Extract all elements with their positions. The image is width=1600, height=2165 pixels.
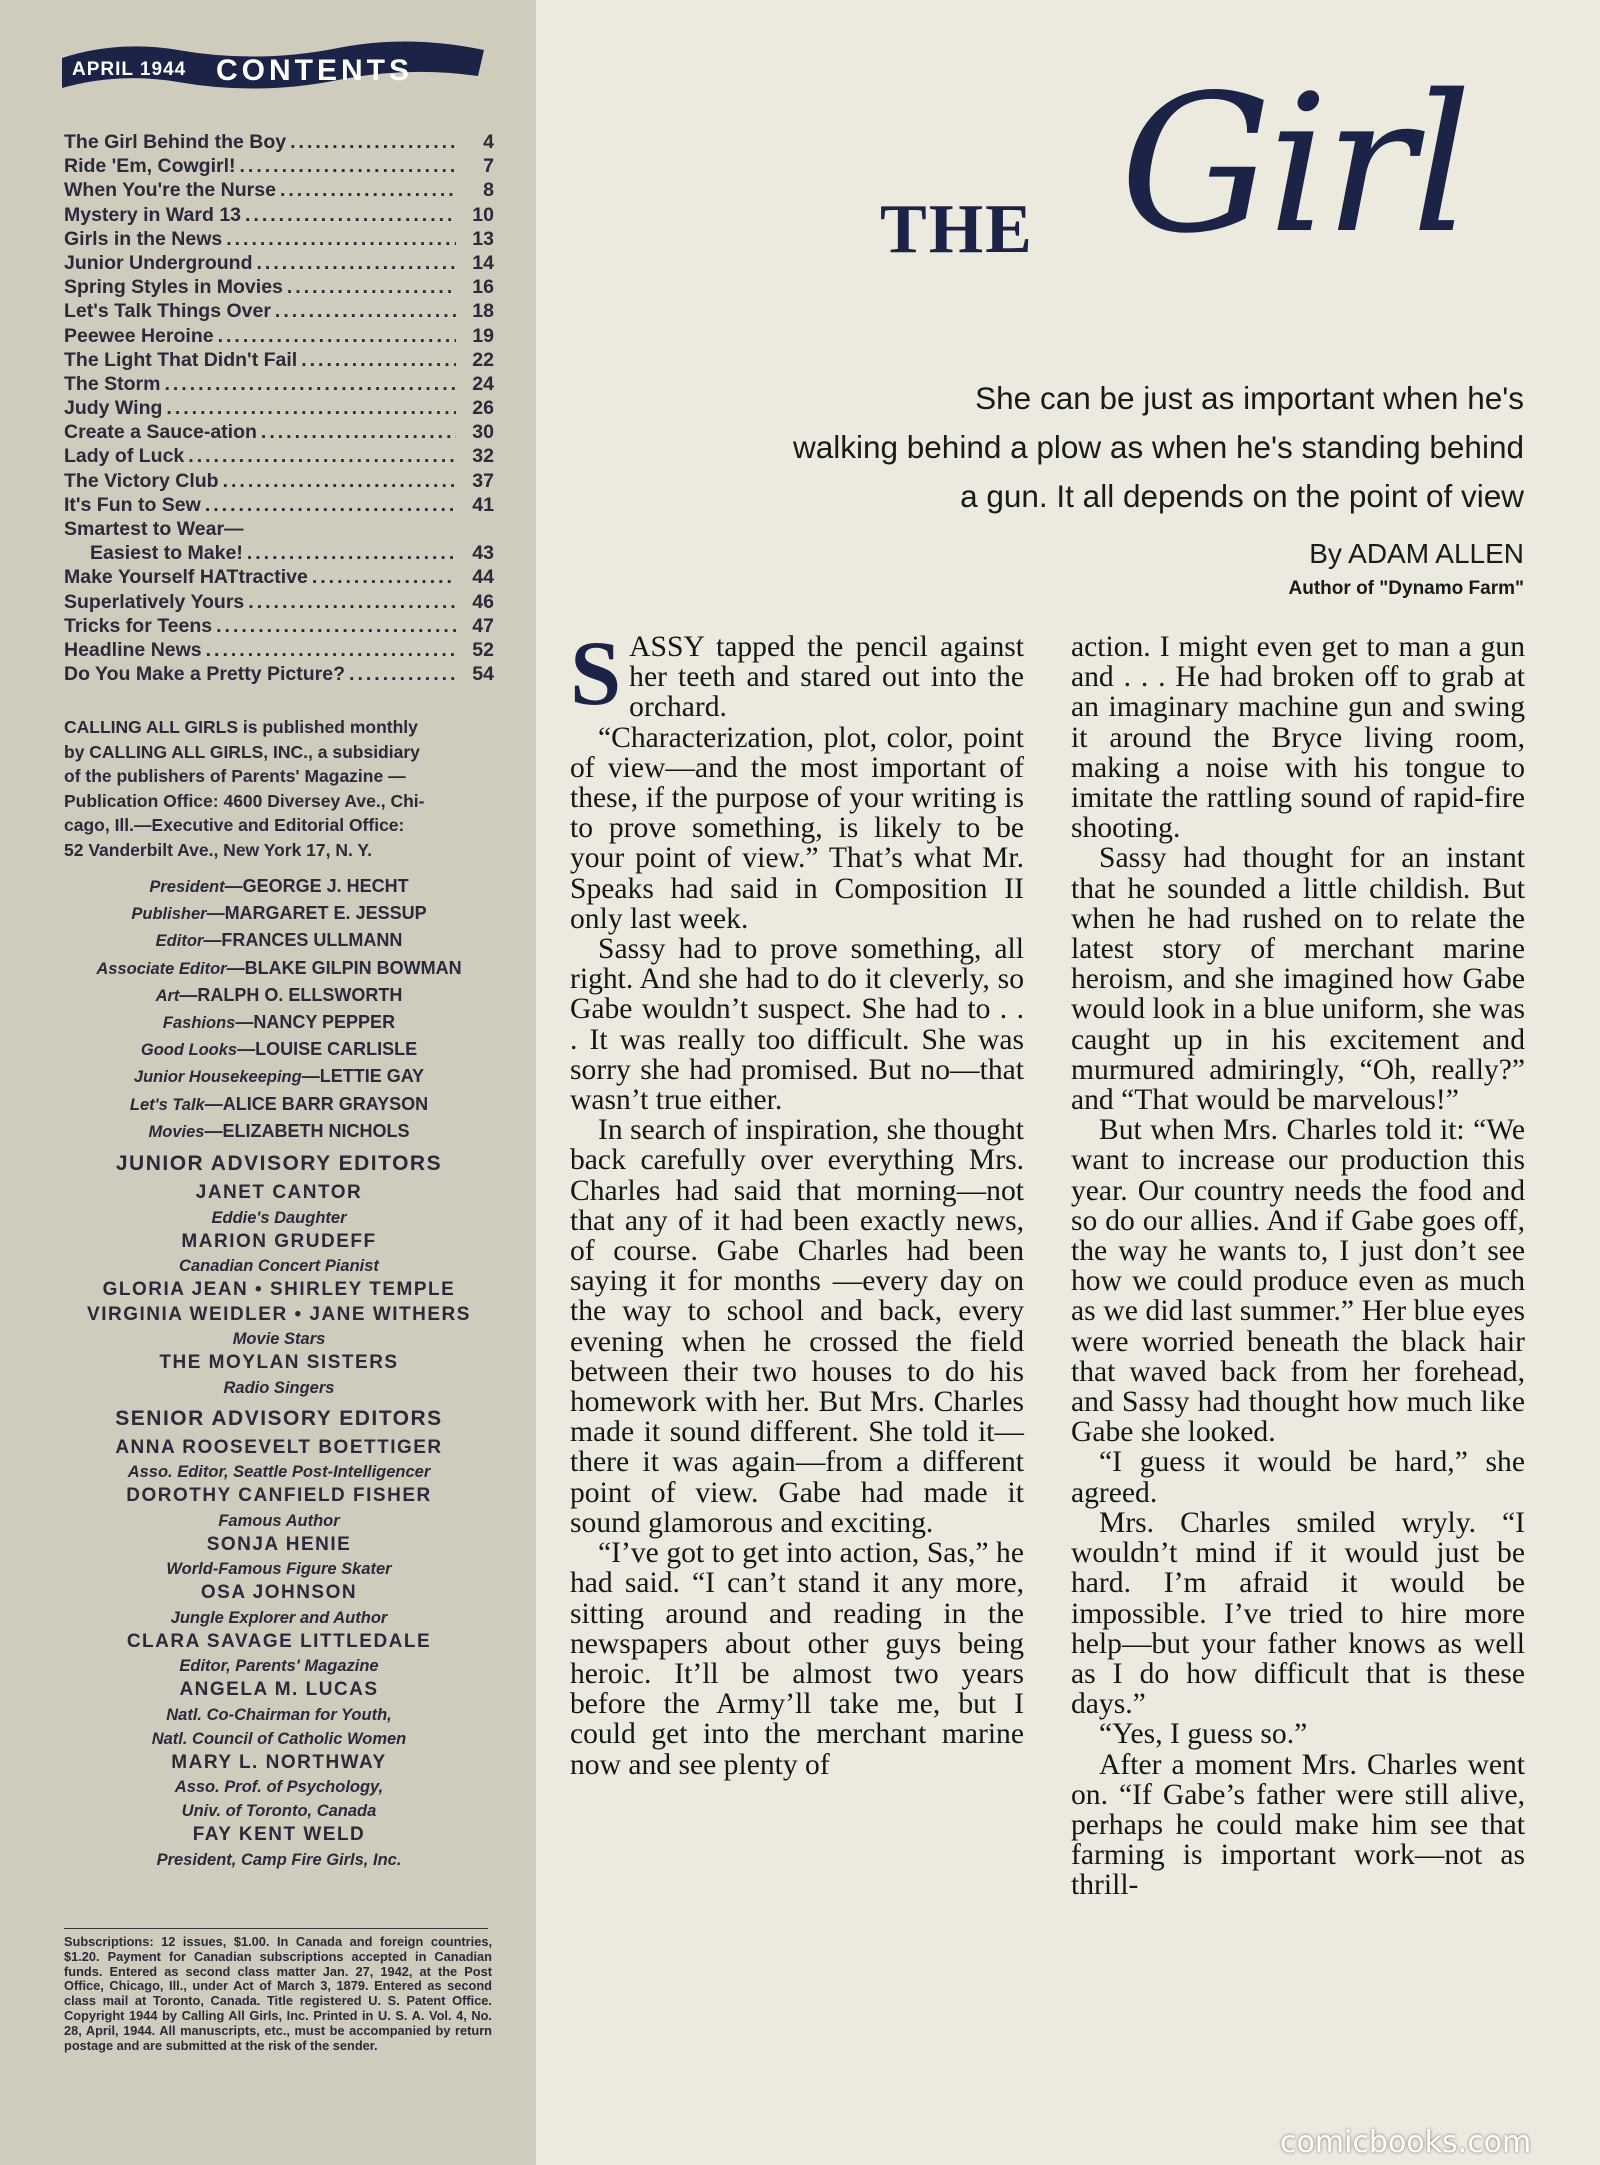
advisor-desc: Canadian Concert Pianist [179, 1257, 379, 1276]
toc-entry[interactable]: The Storm ..... 24 [64, 372, 494, 396]
watermark: comicbooks.com [1280, 2125, 1532, 2160]
contents-banner [58, 36, 488, 102]
toc-entry[interactable]: Create a Sauce-ation ..... 30 [64, 420, 494, 444]
advisor-desc: Natl. Co-Chairman for Youth, [166, 1705, 392, 1724]
advisor-name: ANGELA M. LUCAS [179, 1679, 379, 1701]
advisor-desc: Editor, Parents' Magazine [179, 1657, 379, 1676]
paragraph: “I guess it would be hard,” she agreed. [1071, 1446, 1525, 1509]
subscription-notice: Subscriptions: 12 issues, $1.00. In Canada and foreign countries, $1.20. Payment for Canadian subscriptions accepted in Canadian funds. Entered as second class matter Jan. 27, 1942, at the Post Office, Chicago, Ill., under Act of March 3, 1879. Entered as second class mail at Toronto, Canada. Title registered U. S. Patent Office. Copyright 1944 by Calling All Girls, Inc. Printed in U. S. A. Vol. 4, No. 28, April, 1944. All manuscripts, etc., must be accompanied by return postage and are submitted at the risk of the sender. [64, 1934, 492, 2053]
toc-entry[interactable]: Spring Styles in Movies ..... 16 [64, 275, 494, 299]
advisor-name: VIRGINIA WEIDLER • JANE WITHERS [87, 1303, 471, 1325]
deck-line: walking behind a plow as when he's standing behind [792, 429, 1524, 465]
masthead-line: by CALLING ALL GIRLS, INC., a subsidiary [64, 741, 420, 762]
publisher-statement [64, 715, 494, 863]
toc-entry[interactable]: Ride 'Em, Cowgirl! ..... 7 [64, 154, 494, 178]
toc-entry[interactable]: Judy Wing ..... 26 [64, 396, 494, 420]
paragraph: SASSY tapped the pencil against her teeth and stared out into the orchard. [570, 622, 1024, 724]
contents-issue-label: APRIL 1944 [72, 59, 187, 80]
toc-entry[interactable]: It's Fun to Sew ..... 41 [64, 493, 494, 517]
advisor-name: MARY L. NORTHWAY [171, 1751, 387, 1773]
advisor-desc: World-Famous Figure Skater [166, 1560, 392, 1579]
contents-heading: CONTENTS [216, 54, 413, 87]
staff-row: Movies—ELIZABETH NICHOLS [148, 1120, 410, 1141]
paragraph: Sassy had to prove something, all right. And she had to do it cleverly, so Gabe wouldn’t suspect. She had to . . . It was really too difficult. She was sorry she had promised. But no—that wasn’t true either. [570, 933, 1024, 1117]
paragraph: “I’ve got to get into action, Sas,” he had said. “I can’t stand it any more, sitting around and reading in the newspapers about other guys being heroic. It’ll be almost two years before the Army’ll take me, but I could get into the merchant marine now and see plenty of [570, 1537, 1024, 1781]
toc-entry[interactable]: When You're the Nurse ..... 8 [64, 178, 494, 202]
drop-cap: S [570, 622, 622, 724]
article-column-1 [570, 622, 1024, 1781]
contents-list [64, 130, 494, 686]
advisor-name: CLARA SAVAGE LITTLEDALE [126, 1630, 432, 1652]
advisor-desc: Asso. Editor, Seattle Post-Intelligencer [127, 1463, 431, 1482]
advisor-name: OSA JOHNSON [200, 1582, 358, 1604]
article-title-girl: Girl [1120, 54, 1469, 275]
masthead-line: of the publishers of Parents' Magazine — [64, 766, 406, 787]
article-deck [624, 374, 1524, 521]
advisor-desc: Univ. of Toronto, Canada [181, 1802, 377, 1821]
toc-entry[interactable]: Do You Make a Pretty Picture? ..... 54 [64, 662, 494, 686]
staff-row: Editor—FRANCES ULLMANN [155, 930, 403, 951]
advisor-desc: Eddie's Daughter [211, 1208, 347, 1227]
deck-line: a gun. It all depends on the point of view [960, 478, 1524, 514]
senior-advisory-heading: SENIOR ADVISORY EDITORS [115, 1406, 443, 1430]
advisor-desc: Jungle Explorer and Author [170, 1608, 388, 1627]
toc-entry[interactable]: Peewee Heroine ..... 19 [64, 324, 494, 348]
advisor-name: MARION GRUDEFF [181, 1230, 377, 1252]
toc-entry[interactable]: Make Yourself HATtractive ..... 44 [64, 565, 494, 589]
toc-entry[interactable]: Mystery in Ward 13 ..... 10 [64, 203, 494, 227]
byline: By ADAM ALLEN [1309, 538, 1524, 569]
toc-entry[interactable]: The Victory Club ..... 37 [64, 469, 494, 493]
paragraph: In search of inspiration, she thought back carefully over everything Mrs. Charles had said that morning—not that any of it had been exactly news, of course. Gabe Charles had been saying it for months —every day on the way to school and back, every evening when he crossed the field between their two houses to do his homework with her. But Mrs. Charles made it sound different. She told it—there it was again—from a different point of view. Gabe had made it sound glamorous and exciting. [570, 1114, 1024, 1539]
toc-entry[interactable]: Tricks for Teens ..... 47 [64, 614, 494, 638]
masthead-line: Publication Office: 4600 Diversey Ave., Chi- [64, 790, 425, 811]
advisor-desc: Radio Singers [223, 1378, 335, 1397]
staff-row: Good Looks—LOUISE CARLISLE [140, 1039, 418, 1060]
advisor-name: GLORIA JEAN • SHIRLEY TEMPLE [102, 1279, 456, 1301]
junior-advisory-heading: JUNIOR ADVISORY EDITORS [115, 1152, 443, 1176]
staff-credits [54, 873, 504, 1872]
advisor-name: DOROTHY CANFIELD FISHER [126, 1485, 432, 1507]
deck-line: She can be just as important when he's [975, 380, 1524, 416]
staff-row: Associate Editor—BLAKE GILPIN BOWMAN [96, 957, 462, 978]
paragraph: After a moment Mrs. Charles went on. “If Gabe’s father were still alive, perhaps he could make him see that farming is important work—not as thrill- [1071, 1748, 1525, 1902]
divider [64, 1928, 488, 1929]
advisor-name: JANET CANTOR [195, 1182, 363, 1204]
masthead-line: CALLING ALL GIRLS is published monthly [64, 717, 418, 737]
toc-entry[interactable]: Easiest to Make! ..... 43 [64, 541, 494, 565]
advisor-desc: Asso. Prof. of Psychology, [174, 1778, 384, 1797]
advisor-name: THE MOYLAN SISTERS [159, 1352, 399, 1374]
toc-entry[interactable]: Girls in the News ..... 13 [64, 227, 494, 251]
staff-row: Fashions—NANCY PEPPER [162, 1012, 396, 1033]
masthead-line: 52 Vanderbilt Ave., New York 17, N. Y. [64, 839, 373, 860]
paragraph: “Yes, I guess so.” [1099, 1718, 1308, 1751]
article-title-the: THE [880, 191, 1034, 268]
masthead-line: cago, Ill.—Executive and Editorial Office: [64, 815, 405, 836]
article-column-2 [1071, 632, 1525, 1901]
advisor-desc: Movie Stars [232, 1330, 326, 1349]
toc-entry[interactable]: Let's Talk Things Over ..... 18 [64, 299, 494, 323]
toc-entry[interactable]: The Girl Behind the Boy ..... 4 [64, 130, 494, 154]
paragraph: But when Mrs. Charles told it: “We want to increase our production this year. Our country needs the food and so do our allies. And if Gabe goes off, the way he wants to, I just don’t see how we could produce even as much as we did last summer.” Her blue eyes were worried beneath the black hair that waved back from her forehead, and Sassy had thought how much like Gabe she looked. [1071, 1114, 1525, 1449]
toc-entry[interactable]: The Light That Didn't Fail ..... 22 [64, 348, 494, 372]
staff-row: President—GEORGE J. HECHT [149, 876, 409, 896]
toc-entry[interactable]: Lady of Luck ..... 32 [64, 444, 494, 468]
paragraph: Sassy had thought for an instant that he sounded a little childish. But when he had rushed on to relate the latest story of merchant marine heroism, and she imagined how Gabe would look in a blue uniform, she was caught up in his excitement and murmured admiringly, “Oh, really?” and “That would be marvelous!” [1071, 842, 1525, 1117]
advisor-desc: President, Camp Fire Girls, Inc. [156, 1850, 402, 1869]
staff-row: Publisher—MARGARET E. JESSUP [131, 903, 427, 924]
staff-row: Art—RALPH O. ELLSWORTH [155, 984, 403, 1005]
advisor-desc: Famous Author [218, 1511, 340, 1530]
toc-entry[interactable]: Superlatively Yours ..... 46 [64, 590, 494, 614]
advisor-desc: Natl. Council of Catholic Women [151, 1729, 407, 1748]
paragraph: “Characterization, plot, color, point of view—and the most important of these, if the purpose of your writing is to prove something, is likely to be your point of view.” That’s what Mr. Speaks had said in Composition II only last week. [570, 721, 1024, 935]
advisor-name: FAY KENT WELD [192, 1824, 366, 1846]
toc-entry[interactable]: Smartest to Wear— [64, 518, 244, 540]
toc-entry[interactable]: Headline News ..... 52 [64, 638, 494, 662]
advisor-name: ANNA ROOSEVELT BOETTIGER [115, 1436, 443, 1458]
paragraph: action. I might even get to man a gun and . . . He had broken off to grab at an imaginary machine gun and swing it around the Bryce living room, making a noise with his tongue to imitate the rattling sound of rapid-fire shooting. [1071, 631, 1525, 845]
author-note: Author of "Dynamo Farm" [1288, 578, 1524, 599]
paragraph: Mrs. Charles smiled wryly. “I wouldn’t mind if it would just be hard. I’m afraid it would be impossible. I’ve tried to hire more help—but your father knows as well as I do how difficult that is these days.” [1071, 1506, 1525, 1721]
advisor-name: SONJA HENIE [206, 1533, 352, 1555]
toc-entry[interactable]: Junior Underground ..... 14 [64, 251, 494, 275]
staff-row: Junior Housekeeping—LETTIE GAY [133, 1066, 425, 1087]
staff-row: Let's Talk—ALICE BARR GRAYSON [129, 1093, 429, 1114]
